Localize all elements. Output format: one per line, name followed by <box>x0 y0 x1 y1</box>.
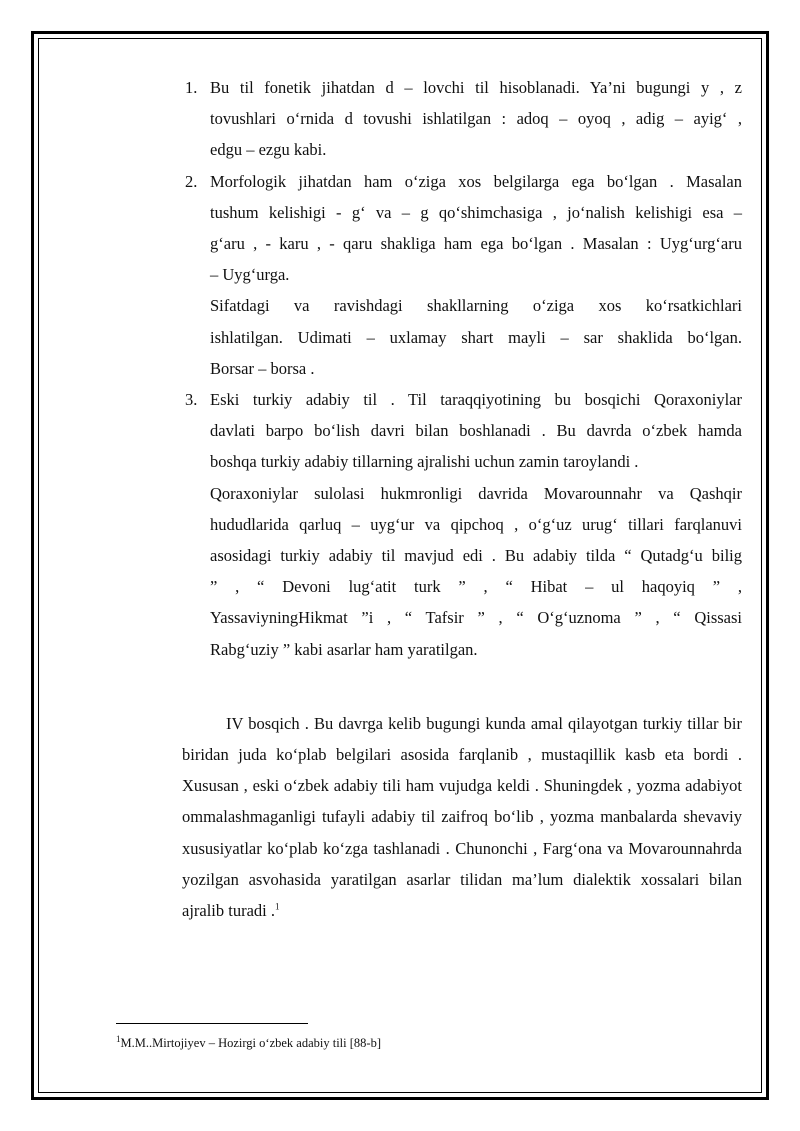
text-line: Rabg‘uziy ” kabi asarlar ham yaratilgan. <box>210 639 478 659</box>
list-item-3 <box>182 384 742 665</box>
text-line: Sifatdagi va ravishdagi shakllarning o‘ziga xos ko‘rsatkichlari <box>210 296 742 316</box>
text-line: asosidagi turkiy adabiy til mavjud edi . Bu adabiy tilda “ Qutadg‘u bilig <box>210 546 742 566</box>
footnote-mark: 1 <box>116 1033 121 1044</box>
text-line: – Uyg‘urga. <box>210 265 290 285</box>
page-content <box>182 72 742 943</box>
text-line: YassaviyningHikmat ”i , “ Tafsir ” , “ O‘g‘uznoma ” , “ Qissasi <box>210 608 742 628</box>
footnote <box>116 1034 381 1052</box>
footnote-reference: 1 <box>275 901 280 912</box>
paragraph-text: IV bosqich . Bu davrga kelib bugungi kunda amal qilayotgan turkiy tillar bir biridan juda ko‘plab belgilari asosida farqlanib , mustaqillik kasb eta bordi . Xususan , eski o‘zbek adabiy tili ham vujudga keldi . Shuningdek , yozma adabiyot ommalashmaganligi tufayli adabiy til zaifroq bo‘lib , yozma manbalarda shevaviy xususiyatlar ko‘plab ko‘zga tashlanadi . Chunonchi , Farg‘ona va Movarounnahrda yozilgan asvohasida yaratilgan asarlar tilidan ma’lum dialektik xossalari bilan ajralib turadi . <box>182 713 742 921</box>
footnote-text: M.M..Mirtojiyev – Hozirgi o‘zbek adabiy tili [88-b] <box>120 1036 381 1050</box>
numbered-list <box>182 72 742 665</box>
text-line: Morfologik jihatdan ham o‘ziga xos belgilarga ega bo‘lgan . Masalan <box>210 171 742 191</box>
text-line: g‘aru , - karu , - qaru shakliga ham ega bo‘lgan . Masalan : Uyg‘urg‘aru <box>210 234 742 254</box>
text-line: Eski turkiy adabiy til . Til taraqqiyotining bu bosqichi Qoraxoniylar <box>210 390 742 410</box>
text-line: Bu til fonetik jihatdan d – lovchi til hisoblanadi. Ya’ni bugungi y , z <box>210 78 742 97</box>
text-line: ” , “ Devoni lug‘atit turk ” , “ Hibat – ul haqoyiq ” , <box>210 577 742 597</box>
footnote-separator <box>116 1023 308 1024</box>
text-line: Borsar – borsa . <box>210 358 315 378</box>
text-line: tovushlari o‘rnida d tovushi ishlatilgan : adoq – oyoq , adig – ayig‘ , <box>210 109 742 129</box>
list-item-2 <box>182 166 742 384</box>
text-line: davlati barpo bo‘lish davri bilan boshlanadi . Bu davrda o‘zbek hamda <box>210 421 742 441</box>
text-line: ishlatilgan. Udimati – uxlamay shart mayli – sar shaklida bo‘lgan. <box>210 327 742 347</box>
list-item-1 <box>182 72 742 166</box>
text-line: hududlarida qarluq – uyg‘ur va qipchoq , o‘g‘uz urug‘ tillari farqlanuvi <box>210 514 742 534</box>
text-line: boshqa turkiy adabiy tillarning ajralishi uchun zamin taroylandi . <box>210 452 639 472</box>
list-number: 2. <box>185 171 198 191</box>
body-paragraph <box>182 708 742 926</box>
list-number: 1. <box>185 78 198 97</box>
text-line: edgu – ezgu kabi. <box>210 140 327 160</box>
text-line: tushum kelishigi - g‘ va – g qo‘shimchasiga , jo‘nalish kelishigi esa – <box>210 202 742 222</box>
text-line: Qoraxoniylar sulolasi hukmronligi davrida Movarounnahr va Qashqir <box>210 483 742 503</box>
list-number: 3. <box>185 390 198 410</box>
